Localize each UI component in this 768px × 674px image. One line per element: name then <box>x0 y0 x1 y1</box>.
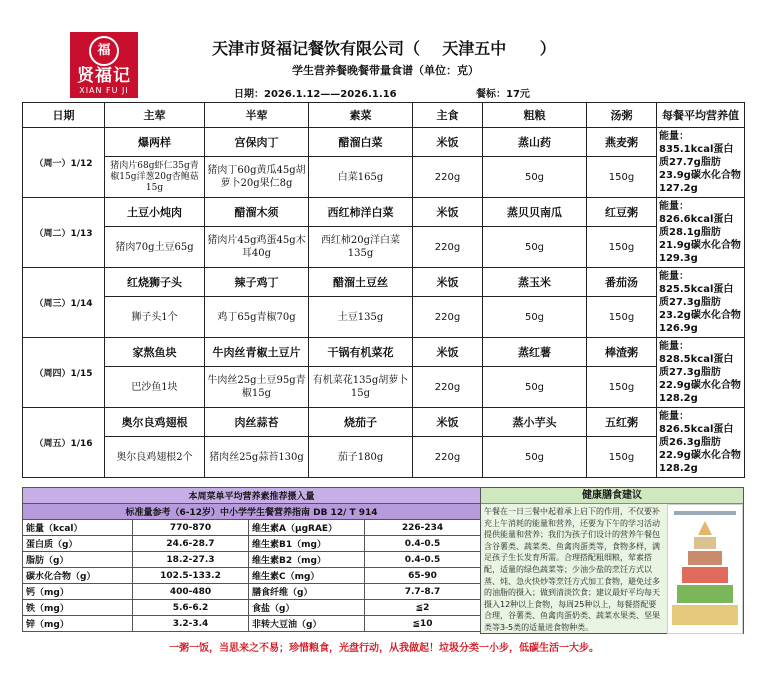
main-ingredients: 狮子头1个 <box>105 297 205 338</box>
nutrient-value: 770-870 <box>133 520 249 536</box>
meal-price: 餐标：17元 <box>476 89 530 100</box>
staple-quantity: 220g <box>413 227 483 268</box>
nutrition-value: 能量：825.5kcal蛋白质27.3g脂肪23.2g碳水化合物126.9g <box>657 268 745 338</box>
standard-row <box>23 552 481 568</box>
soup-dish: 番茄汤 <box>587 268 657 297</box>
half-dish: 醋溜木须 <box>205 198 309 227</box>
grain-dish: 蒸山药 <box>483 128 587 157</box>
main-ingredients: 巴沙鱼1块 <box>105 367 205 408</box>
standard-row <box>23 520 481 536</box>
staple-quantity: 220g <box>413 437 483 478</box>
day-row-dish <box>23 268 745 297</box>
half-dish: 牛肉丝青椒土豆片 <box>205 338 309 367</box>
logo-pinyin-text: XIAN FU JI <box>79 86 129 95</box>
half-dish: 宫保肉丁 <box>205 128 309 157</box>
grain-quantity: 50g <box>483 157 587 198</box>
grain-quantity: 50g <box>483 227 587 268</box>
half-dish: 肉丝蒜苔 <box>205 408 309 437</box>
logo-brand-text: 贤福记 <box>77 66 131 86</box>
nutrient-name: 钙（mg） <box>23 584 133 600</box>
healthy-diet-title: 健康膳食建议 <box>481 488 743 504</box>
grain-dish: 蒸小芋头 <box>483 408 587 437</box>
standard-subtitle: 标准量参考（6-12岁）中小学学生餐营养指南 DB 12/ T 914 <box>23 504 481 520</box>
company-logo <box>70 32 138 98</box>
main-ingredients: 猪肉70g土豆65g <box>105 227 205 268</box>
nutrient-name: 脂肪（g） <box>23 552 133 568</box>
menu-header-row <box>23 103 745 128</box>
day-row-dish <box>23 408 745 437</box>
staple-quantity: 220g <box>413 297 483 338</box>
nutrient-value: 102.5-133.2 <box>133 568 249 584</box>
nutrient-value: 0.4-0.5 <box>365 552 481 568</box>
veg-dish: 烧茄子 <box>309 408 413 437</box>
grain-quantity: 50g <box>483 367 587 408</box>
grain-dish: 蒸玉米 <box>483 268 587 297</box>
col-header-grain: 粗粮 <box>483 103 587 128</box>
nutrient-name: 锌（mg） <box>23 616 133 632</box>
veg-dish: 醋溜白菜 <box>309 128 413 157</box>
staple-dish: 米饭 <box>413 338 483 367</box>
veg-dish: 西红柿洋白菜 <box>309 198 413 227</box>
day-row-ingredients <box>23 297 745 338</box>
col-header-nutrition: 每餐平均营养值 <box>657 103 745 128</box>
nutrient-name: 膳食纤维（g） <box>249 584 365 600</box>
nutrient-value: 24.6-28.7 <box>133 536 249 552</box>
half-dish: 辣子鸡丁 <box>205 268 309 297</box>
menu-table <box>22 102 745 478</box>
nutrient-name: 维生素C（mg） <box>249 568 365 584</box>
bottom-section <box>22 487 744 634</box>
main-ingredients: 猪肉片68g虾仁35g青椒15g洋葱20g杏鲍菇15g <box>105 157 205 198</box>
grain-quantity: 50g <box>483 437 587 478</box>
healthy-diet-panel <box>480 487 744 634</box>
nutrient-value: 0.4-0.5 <box>365 536 481 552</box>
soup-dish: 红豆粥 <box>587 198 657 227</box>
nutrient-value: 3.2-3.4 <box>133 616 249 632</box>
main-dish: 奥尔良鸡翅根 <box>105 408 205 437</box>
day-label: （周五）1/16 <box>23 408 105 478</box>
standard-row <box>23 584 481 600</box>
date-range: 日期：2026.1.12——2026.1.16 <box>234 89 397 100</box>
soup-dish: 棒渣粥 <box>587 338 657 367</box>
page-subtitle: 学生营养餐晚餐带量食谱（单位：克） <box>292 64 479 77</box>
nutrient-name: 维生素A（μgRAE） <box>249 520 365 536</box>
soup-quantity: 150g <box>587 437 657 478</box>
main-dish: 红烧狮子头 <box>105 268 205 297</box>
nutrition-value: 能量：826.6kcal蛋白质28.1g脂肪21.9g碳水化合物129.3g <box>657 198 745 268</box>
standard-row <box>23 616 481 632</box>
food-pyramid-image <box>667 504 743 634</box>
grain-dish: 蒸红薯 <box>483 338 587 367</box>
grain-quantity: 50g <box>483 297 587 338</box>
standard-row <box>23 568 481 584</box>
veg-ingredients: 白菜165g <box>309 157 413 198</box>
veg-dish: 干锅有机菜花 <box>309 338 413 367</box>
nutrition-value: 能量：826.5kcal蛋白质26.3g脂肪22.9g碳水化合物128.2g <box>657 408 745 478</box>
nutrient-name: 碳水化合物（g） <box>23 568 133 584</box>
half-ingredients: 猪肉片45g鸡蛋45g木耳40g <box>205 227 309 268</box>
day-label: （周四）1/15 <box>23 338 105 408</box>
staple-quantity: 220g <box>413 157 483 198</box>
half-ingredients: 牛肉丝25g土豆95g青椒15g <box>205 367 309 408</box>
standard-title: 本周菜单平均营养素推荐摄入量 <box>23 488 481 504</box>
day-row-ingredients <box>23 157 745 198</box>
day-label: （周二）1/13 <box>23 198 105 268</box>
nutrient-name: 蛋白质（g） <box>23 536 133 552</box>
veg-ingredients: 有机菜花135g胡萝卜15g <box>309 367 413 408</box>
main-dish: 爆两样 <box>105 128 205 157</box>
soup-quantity: 150g <box>587 367 657 408</box>
main-dish: 土豆小炖肉 <box>105 198 205 227</box>
veg-ingredients: 土豆135g <box>309 297 413 338</box>
col-header-soup: 汤粥 <box>587 103 657 128</box>
col-header-staple: 主食 <box>413 103 483 128</box>
half-ingredients: 猪肉丁60g黄瓜45g胡萝卜20g果仁8g <box>205 157 309 198</box>
nutrition-value: 能量：828.5kcal蛋白质27.3g脂肪22.9g碳水化合物128.2g <box>657 338 745 408</box>
nutrient-value: 226-234 <box>365 520 481 536</box>
standard-title-row <box>23 488 481 504</box>
footer-slogan: 一粥一饭，当思来之不易；珍惜粮食，光盘行动，从我做起！垃圾分类一小步，低碳生活一大步。 <box>169 643 599 654</box>
soup-dish: 燕麦粥 <box>587 128 657 157</box>
nutrient-name: 能量（kcal） <box>23 520 133 536</box>
logo-emblem-icon: 福 <box>89 36 119 66</box>
half-ingredients: 猪肉丝25g蒜苔130g <box>205 437 309 478</box>
nutrient-value: ≦10 <box>365 616 481 632</box>
day-label: （周三）1/14 <box>23 268 105 338</box>
nutrient-value: ≦2 <box>365 600 481 616</box>
day-row-dish <box>23 128 745 157</box>
day-row-dish <box>23 338 745 367</box>
nutrient-value: 65-90 <box>365 568 481 584</box>
veg-ingredients: 茄子180g <box>309 437 413 478</box>
day-label: （周一）1/12 <box>23 128 105 198</box>
nutrient-standard-table <box>22 487 481 632</box>
nutrient-value: 18.2-27.3 <box>133 552 249 568</box>
day-row-ingredients <box>23 437 745 478</box>
nutrient-name: 维生素B1（mg） <box>249 536 365 552</box>
nutrient-name: 食盐（g） <box>249 600 365 616</box>
nutrient-name: 维生素B2（mg） <box>249 552 365 568</box>
main-dish: 家熬鱼块 <box>105 338 205 367</box>
soup-quantity: 150g <box>587 227 657 268</box>
page-title: 天津市贤福记餐饮有限公司（ 天津五中 ） <box>212 39 556 58</box>
nutrient-value: 400-480 <box>133 584 249 600</box>
nutrient-value: 7.7-8.7 <box>365 584 481 600</box>
staple-dish: 米饭 <box>413 268 483 297</box>
nutrient-name: 铁（mg） <box>23 600 133 616</box>
staple-quantity: 220g <box>413 367 483 408</box>
food-pyramid-icon <box>668 505 742 633</box>
healthy-diet-text: 午餐在一日三餐中起着承上启下的作用，不仅要补充上午消耗的能量和营养，还要为下午的学习活动提供能量和营养；我们为孩子们设计的营养午餐包含谷薯类、蔬菜类、鱼禽肉蛋类等，食物多样，满足孩子生长发育所需。合理搭配粗细粮，荤素搭配，适量的绿色蔬菜等；少油少盐的烹饪方式以蒸、炖、急火快炒等烹饪方式加工食物，避免过多的油脂的摄入；做到清淡饮食；建议最好平均每天摄入12种以上食物，每周25种以上，每餐搭配要合理，谷薯类、鱼禽肉蛋奶类、蔬菜水果类、坚果类等3-5类的适量进食物种类。 <box>484 507 660 632</box>
day-row-dish <box>23 198 745 227</box>
main-ingredients: 奥尔良鸡翅根2个 <box>105 437 205 478</box>
col-header-date: 日期 <box>23 103 105 128</box>
soup-quantity: 150g <box>587 157 657 198</box>
half-ingredients: 鸡丁65g青椒70g <box>205 297 309 338</box>
staple-dish: 米饭 <box>413 198 483 227</box>
col-header-main: 主荤 <box>105 103 205 128</box>
standard-subtitle-row <box>23 504 481 520</box>
veg-dish: 醋溜土豆丝 <box>309 268 413 297</box>
staple-dish: 米饭 <box>413 408 483 437</box>
soup-quantity: 150g <box>587 297 657 338</box>
standard-row <box>23 536 481 552</box>
staple-dish: 米饭 <box>413 128 483 157</box>
day-row-ingredients <box>23 367 745 408</box>
col-header-veg: 素菜 <box>309 103 413 128</box>
nutrition-value: 能量：835.1kcal蛋白质27.7g脂肪23.9g碳水化合物127.2g <box>657 128 745 198</box>
col-header-half: 半荤 <box>205 103 309 128</box>
standard-row <box>23 600 481 616</box>
day-row-ingredients <box>23 227 745 268</box>
nutrient-name: 非转大豆油（g） <box>249 616 365 632</box>
nutrient-value: 5.6-6.2 <box>133 600 249 616</box>
grain-dish: 蒸贝贝南瓜 <box>483 198 587 227</box>
veg-ingredients: 西红柿20g洋白菜135g <box>309 227 413 268</box>
soup-dish: 五红粥 <box>587 408 657 437</box>
